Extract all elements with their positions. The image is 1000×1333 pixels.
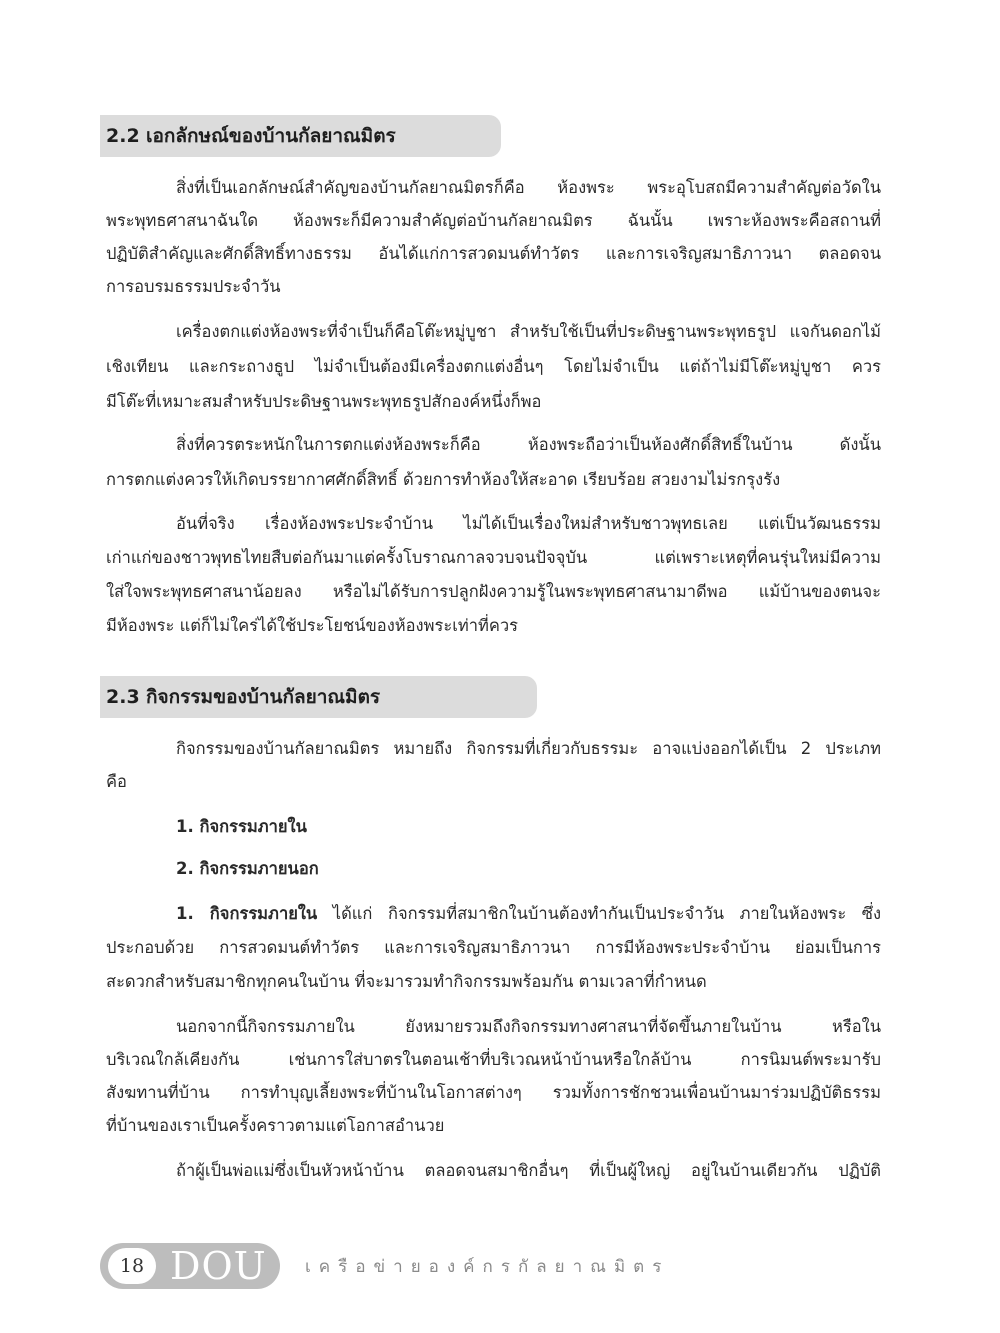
parents-para-line-1: ถ้าผู้เป็นพ่อแม่ซึ่งเป็นหัวหน้าบ้าน ตลอดจนสมาชิกอื่นๆ ที่เป็นผู้ใหญ่ อยู่ในบ้านเดียวกัน ปฏิบัติ xyxy=(176,1161,881,1180)
inner-para-bold-term: 1. กิจกรรมภายใน xyxy=(176,904,318,923)
section-2-2-heading xyxy=(100,115,501,157)
para2-line-3: มีโต๊ะที่เหมาะสมสำหรับประดิษฐานพระพุทธรูปสักองค์หนึ่งก็พอ xyxy=(106,392,542,411)
inner-para-line-1-text: ได้แก่ กิจกรรมที่สมาชิกในบ้านต้องทำกันเป็นประจำวัน ภายในห้องพระ ซึ่ง xyxy=(317,904,881,923)
para1-line-1: สิ่งที่เป็นเอกลักษณ์สำคัญของบ้านกัลยาณมิตรก็คือ ห้องพระ พระอุโบสถมีความสำคัญต่อวัดใน xyxy=(176,178,881,197)
inner-para-line-3: สะดวกสำหรับสมาชิกทุกคนในบ้าน ที่จะมารวมทำกิจกรรมพร้อมกัน ตามเวลาที่กำหนด xyxy=(106,972,707,991)
dou-logo: DOU xyxy=(170,1244,267,1288)
section-2-2-title: เอกลักษณ์ของบ้านกัลยาณมิตร xyxy=(146,125,396,147)
inner-para-line-1 xyxy=(176,902,881,930)
para4-line-1: อันที่จริง เรื่องห้องพระประจำบ้าน ไม่ได้เป็นเรื่องใหม่สำหรับชาวพุทธเลย แต่เป็นวัฒนธรรม xyxy=(176,514,881,533)
besides-para-line-4: ที่บ้านของเราเป็นครั้งคราวตามแต่โอกาสอำนวย xyxy=(106,1116,445,1135)
list-item-inner-activities xyxy=(176,815,881,843)
para4-line-4: มีห้องพระ แต่ก็ไม่ใคร่ได้ใช้ประโยชน์ของห้องพระเท่าที่ควร xyxy=(106,616,519,635)
list-item-1-label: 1. กิจกรรมภายใน xyxy=(176,817,307,836)
section-2-3-number: 2.3 xyxy=(106,686,140,708)
section-2-3-heading xyxy=(100,676,537,718)
para4-line-3: ใส่ใจพระพุทธศาสนาน้อยลง หรือไม่ได้รับการปลูกฝังความรู้ในพระพุทธศาสนามาดีพอ แม้บ้านของตนจะ xyxy=(106,582,881,601)
para4-line-2: เก่าแก่ของชาวพุทธไทยสืบต่อกันมาแต่ครั้งโบราณกาลจวบจนปัจจุบัน แต่เพราะเหตุที่คนรุ่นใหม่มีความ xyxy=(106,548,881,567)
para3-line-1: สิ่งที่ควรตระหนักในการตกแต่งห้องพระก็คือ ห้องพระถือว่าเป็นห้องศักดิ์สิทธิ์ในบ้าน ดังนั้น xyxy=(176,435,881,454)
besides-para-line-2: บริเวณใกล้เคียงกัน เช่นการใส่บาตรในตอนเช้าที่บริเวณหน้าบ้านหรือใกล้บ้าน การนิมนต์พระมารับ xyxy=(106,1050,881,1069)
inner-para-line-2: ประกอบด้วย การสวดมนต์ทำวัตร และการเจริญสมาธิภาวนา การมีห้องพระประจำบ้าน ย่อมเป็นการ xyxy=(106,938,881,957)
para3-line-2: การตกแต่งควรให้เกิดบรรยากาศศักดิ์สิทธิ์ ด้วยการทำห้องให้สะอาด เรียบร้อย สวยงามไม่รกรุงรัง xyxy=(106,470,781,489)
footer-caption: เครือข่ายองค์กรกัลยาณมิตร xyxy=(305,1257,670,1277)
besides-para-line-3: สังฆทานที่บ้าน การทำบุญเลี้ยงพระที่บ้านในโอกาสต่างๆ รวมทั้งการชักชวนเพื่อนบ้านมาร่วมปฏิบัติธรรม xyxy=(106,1083,881,1102)
list-item-2-label: 2. กิจกรรมภายนอก xyxy=(176,859,319,878)
intro-line-2: คือ xyxy=(106,772,127,791)
para1-line-2: พระพุทธศาสนาฉันใด ห้องพระก็มีความสำคัญต่อบ้านกัลยาณมิตร ฉันนั้น เพราะห้องพระคือสถานที่ xyxy=(106,211,881,230)
para2-line-1: เครื่องตกแต่งห้องพระที่จำเป็นก็คือโต๊ะหมู่บูชา สำหรับใช้เป็นที่ประดิษฐานพระพุทธรูป แจกันดอกไม้ xyxy=(176,322,881,341)
intro-line-1: กิจกรรมของบ้านกัลยาณมิตร หมายถึง กิจกรรมที่เกี่ยวกับธรรมะ อาจแบ่งออกได้เป็น 2 ประเภท xyxy=(176,739,881,758)
page-number: 18 xyxy=(108,1248,156,1284)
list-item-outer-activities xyxy=(176,857,881,885)
para1-line-3: ปฏิบัติสำคัญและศักดิ์สิทธิ์ทางธรรม อันได้แก่การสวดมนต์ทำวัตร และการเจริญสมาธิภาวนา ตลอดจน xyxy=(106,244,881,263)
para1-line-4: การอบรมธรรมประจำวัน xyxy=(106,277,281,296)
para2-line-2: เชิงเทียน และกระถางธูป ไม่จำเป็นต้องมีเครื่องตกแต่งอื่นๆ โดยไม่จำเป็น แต่ถ้าไม่มีโต๊ะหมู่บูชา ควร xyxy=(106,357,881,376)
section-2-3-title: กิจกรรมของบ้านกัลยาณมิตร xyxy=(146,686,381,708)
section-2-2-number: 2.2 xyxy=(106,125,140,147)
besides-para-line-1: นอกจากนี้กิจกรรมภายใน ยังหมายรวมถึงกิจกรรมทางศาสนาที่จัดขึ้นภายในบ้าน หรือใน xyxy=(176,1017,881,1036)
